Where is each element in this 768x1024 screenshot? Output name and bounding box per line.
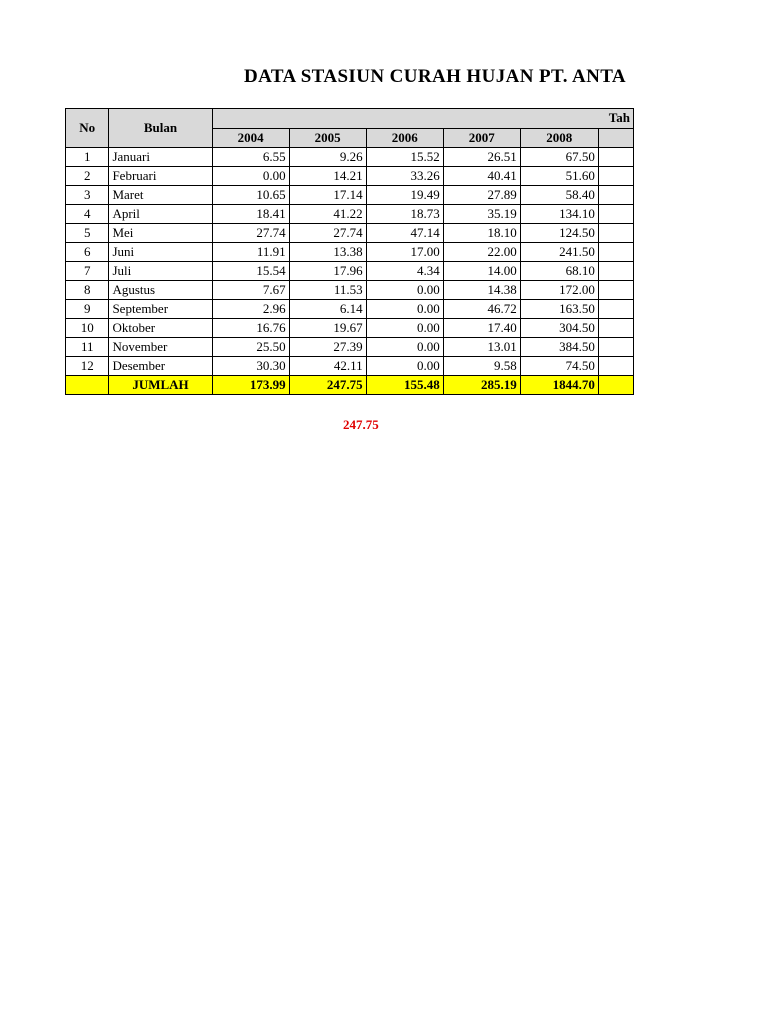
cell-bulan: Oktober [109,319,212,338]
cell-value: 13.01 [443,338,520,357]
cell-value: 17.00 [366,243,443,262]
rainfall-table [65,108,634,395]
cell-value: 6.55 [212,148,289,167]
cell-no: 1 [66,148,109,167]
cell-value: 68.10 [520,262,598,281]
cell-value: 40.41 [443,167,520,186]
total-empty [598,376,633,395]
cell-value: 0.00 [212,167,289,186]
cell-value: 14.38 [443,281,520,300]
cell-value: 163.50 [520,300,598,319]
cell-value: 172.00 [520,281,598,300]
cell-value: 22.00 [443,243,520,262]
table-row [66,167,634,186]
cell-value: 0.00 [366,281,443,300]
cell-no: 10 [66,319,109,338]
cell-value: 304.50 [520,319,598,338]
cell-bulan: Januari [109,148,212,167]
cell-empty [598,148,633,167]
cell-empty [598,262,633,281]
cell-bulan: Juli [109,262,212,281]
cell-value: 19.67 [289,319,366,338]
header-year: 2004 [212,128,289,148]
table-row [66,281,634,300]
cell-bulan: September [109,300,212,319]
table-row [66,148,634,167]
cell-no: 4 [66,205,109,224]
table-row [66,357,634,376]
cell-value: 9.26 [289,148,366,167]
header-bulan: Bulan [109,109,212,148]
cell-value: 11.91 [212,243,289,262]
cell-value: 18.10 [443,224,520,243]
cell-bulan: Maret [109,186,212,205]
highlighted-value: 247.75 [343,417,379,432]
cell-no: 6 [66,243,109,262]
cell-empty [598,224,633,243]
cell-bulan: Desember [109,357,212,376]
cell-empty [598,300,633,319]
sheet-title: DATA STASIUN CURAH HUJAN PT. ANTA [244,66,626,87]
cell-empty [598,186,633,205]
cell-value: 7.67 [212,281,289,300]
cell-value: 42.11 [289,357,366,376]
cell-bulan: November [109,338,212,357]
table-row [66,300,634,319]
total-value: 173.99 [212,376,289,395]
cell-value: 0.00 [366,338,443,357]
cell-value: 14.00 [443,262,520,281]
cell-value: 0.00 [366,300,443,319]
cell-bulan: Agustus [109,281,212,300]
header-year-cutoff [598,128,633,148]
cell-no: 8 [66,281,109,300]
cell-value: 35.19 [443,205,520,224]
cell-no: 3 [66,186,109,205]
cell-value: 51.60 [520,167,598,186]
cell-value: 18.73 [366,205,443,224]
cell-bulan: Februari [109,167,212,186]
cell-empty [598,205,633,224]
cell-no: 7 [66,262,109,281]
cell-value: 27.74 [212,224,289,243]
cell-empty [598,319,633,338]
cell-value: 16.76 [212,319,289,338]
total-no-empty [66,376,109,395]
cell-empty [598,357,633,376]
table-row [66,338,634,357]
cell-bulan: Juni [109,243,212,262]
cell-value: 10.65 [212,186,289,205]
cell-value: 27.89 [443,186,520,205]
cell-value: 14.21 [289,167,366,186]
table-row [66,205,634,224]
cell-value: 19.49 [366,186,443,205]
table-row [66,243,634,262]
cell-value: 124.50 [520,224,598,243]
cell-value: 4.34 [366,262,443,281]
cell-value: 33.26 [366,167,443,186]
cell-value: 17.40 [443,319,520,338]
cell-value: 0.00 [366,319,443,338]
total-row [66,376,634,395]
cell-empty [598,167,633,186]
cell-value: 0.00 [366,357,443,376]
total-value: 247.75 [289,376,366,395]
cell-empty [598,243,633,262]
table-row [66,262,634,281]
cell-value: 17.14 [289,186,366,205]
cell-bulan: April [109,205,212,224]
cell-no: 2 [66,167,109,186]
header-year: 2007 [443,128,520,148]
header-year: 2005 [289,128,366,148]
cell-value: 2.96 [212,300,289,319]
cell-value: 67.50 [520,148,598,167]
header-tahun: Tah [212,109,633,129]
cell-value: 134.10 [520,205,598,224]
total-value: 285.19 [443,376,520,395]
cell-value: 11.53 [289,281,366,300]
cell-value: 58.40 [520,186,598,205]
cell-value: 74.50 [520,357,598,376]
cell-value: 15.52 [366,148,443,167]
cell-value: 30.30 [212,357,289,376]
cell-empty [598,281,633,300]
cell-value: 41.22 [289,205,366,224]
cell-value: 15.54 [212,262,289,281]
cell-value: 27.39 [289,338,366,357]
header-year: 2006 [366,128,443,148]
cell-value: 18.41 [212,205,289,224]
cell-value: 27.74 [289,224,366,243]
cell-value: 384.50 [520,338,598,357]
cell-value: 25.50 [212,338,289,357]
total-value: 155.48 [366,376,443,395]
cell-value: 13.38 [289,243,366,262]
cell-value: 47.14 [366,224,443,243]
cell-no: 11 [66,338,109,357]
cell-no: 5 [66,224,109,243]
table-row [66,186,634,205]
cell-value: 46.72 [443,300,520,319]
cell-no: 12 [66,357,109,376]
table-row [66,319,634,338]
header-row-1 [66,109,634,129]
cell-no: 9 [66,300,109,319]
total-label: JUMLAH [109,376,212,395]
cell-value: 9.58 [443,357,520,376]
header-no: No [66,109,109,148]
total-value: 1844.70 [520,376,598,395]
cell-value: 241.50 [520,243,598,262]
cell-value: 17.96 [289,262,366,281]
cell-bulan: Mei [109,224,212,243]
table-row [66,224,634,243]
cell-value: 26.51 [443,148,520,167]
cell-value: 6.14 [289,300,366,319]
cell-empty [598,338,633,357]
header-year: 2008 [520,128,598,148]
